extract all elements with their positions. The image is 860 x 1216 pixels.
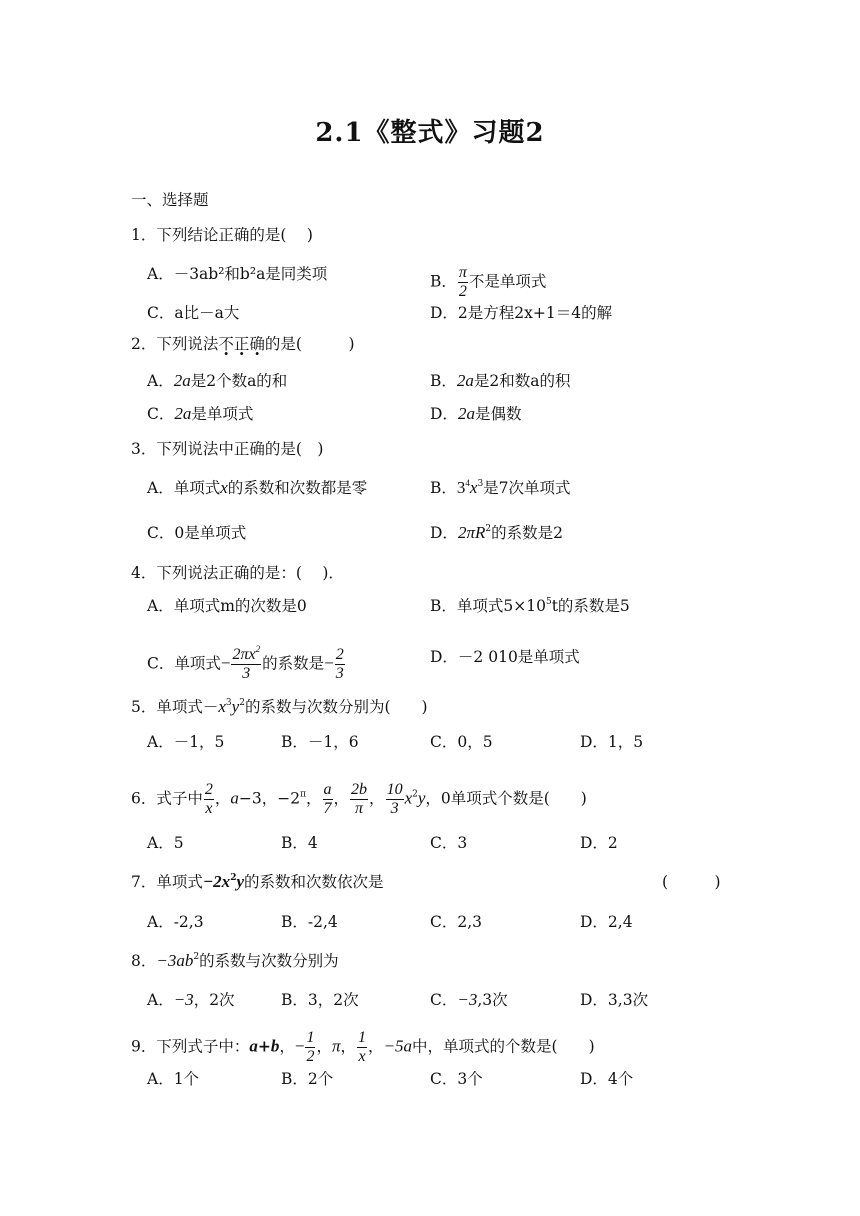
q7-option-a: A．-2,3 <box>147 913 204 931</box>
question-4-stem: 4．下列说法正确的是：( )． <box>131 564 344 582</box>
fraction-2-over-3: $\frac{2}{3}$ <box>335 646 344 682</box>
q4-option-b: B．单项式$5\times 10^5t$的系数是5 <box>430 597 630 615</box>
q7-option-c: C．2,3 <box>430 913 483 931</box>
q1-option-d: D．2是方程2x+1＝4的解 <box>430 304 613 322</box>
question-7-stem: 7．单项式$-2x^2y$的系数和次数依次是 <box>131 872 384 891</box>
question-2-stem: 2．下列说法不正确的是( ) <box>131 335 355 353</box>
q1-option-a: A．－3ab²和b²a是同类项 <box>147 265 328 283</box>
q3-option-d: D．$2\pi R^2$的系数是2 <box>430 523 563 542</box>
q8-option-d: D．3,3次 <box>580 991 649 1009</box>
question-3-stem: 3．下列说法中正确的是( ) <box>131 440 324 458</box>
q5-option-a: A．－1，5 <box>147 733 225 751</box>
q4-option-c: C．单项式− $\frac{2\pi x^2}{3}$ 的系数是− $\frac{2}{3}$ <box>147 644 344 682</box>
q6-option-b: B．4 <box>281 834 318 852</box>
q5-option-c: C．0，5 <box>430 733 493 751</box>
question-9-stem: 9．下列式子中：a+b，− $\frac{1}{2}$ ，π， $\frac{1}{x}$ ，−5a中，单项式的个数是( ) <box>131 1029 595 1065</box>
question-5-stem: 5．单项式$-x^3y^2$的系数与次数分别为( ) <box>131 697 428 716</box>
fraction-a-over-7: $\frac{a}{7}$ <box>323 781 332 817</box>
q4-option-d: D．－2 010是单项式 <box>430 648 580 666</box>
q5-option-b: B．－1，6 <box>281 733 359 751</box>
q9-option-b: B．2个 <box>281 1070 334 1088</box>
q9-option-c: C．3个 <box>430 1070 483 1088</box>
q2-option-d: D．2a是偶数 <box>430 404 522 423</box>
fraction-1-over-2: $\frac{1}{2}$ <box>306 1029 315 1065</box>
q9-option-a: A．1个 <box>147 1070 200 1088</box>
q1-option-b: B． $\frac{\pi}{2}$ 不是单项式 <box>430 264 547 300</box>
q6-option-d: D．2 <box>580 834 618 852</box>
q7-option-b: B．-2,4 <box>281 913 338 931</box>
q3-option-c: C．0是单项式 <box>147 524 247 542</box>
fraction-10-over-3: $\frac{10}{3}$ <box>386 781 403 817</box>
fraction-2pix2-over-3: $\frac{2\pi x^2}{3}$ <box>232 644 261 682</box>
q2-option-a: A．2a是2个数a的和 <box>147 371 288 390</box>
q6-option-a: A．5 <box>147 834 184 852</box>
emphasis-dotted-text: 不正确 <box>218 335 265 353</box>
pi-over-2-fraction: $\frac{\pi}{2}$ <box>458 264 467 300</box>
q6-option-c: C．3 <box>430 834 468 852</box>
q8-option-a: A．−3，2次 <box>147 990 235 1009</box>
q8-option-b: B．3，2次 <box>281 991 359 1009</box>
q4-option-a: A．单项式m的次数是0 <box>147 597 307 615</box>
q3-option-a: A．单项式x的系数和次数都是零 <box>147 478 368 497</box>
page-title: 2.1《整式》习题2 <box>315 118 545 148</box>
q7-answer-bracket: ( ) <box>662 873 721 891</box>
q2-option-b: B．2a是2和数a的积 <box>430 371 571 390</box>
q3-option-b: B．$3^4x^3$是7次单项式 <box>430 478 571 497</box>
fraction-1-over-x: $\frac{1}{x}$ <box>358 1029 367 1065</box>
question-8-stem: 8．$-3ab^2$的系数与次数分别为 <box>131 951 339 970</box>
question-1-stem: 1．下列结论正确的是( ) <box>131 226 313 244</box>
q1-option-c: C．a比－a大 <box>147 304 240 322</box>
q2-option-c: C．2a是单项式 <box>147 404 254 423</box>
fraction-2b-over-pi: $\frac{2b}{\pi}$ <box>351 781 368 817</box>
q7-option-d: D．2,4 <box>580 913 633 931</box>
section-heading: 一、选择题 <box>131 191 209 209</box>
fraction-2-over-x: $\frac{2}{x}$ <box>204 781 213 817</box>
q9-option-d: D．4个 <box>580 1070 634 1088</box>
q8-option-c: C．−3,3次 <box>430 990 508 1009</box>
q5-option-d: D．1，5 <box>580 733 644 751</box>
question-6-stem: 6．式子中 $\frac{2}{x}$ ，a−3，$-2^\pi$， $\frac{a}{7}$ ， $\frac{2b}{\pi}$ ， $\frac{10}{3}$ $x^2y$，0单项式个数是( ) <box>131 781 587 817</box>
